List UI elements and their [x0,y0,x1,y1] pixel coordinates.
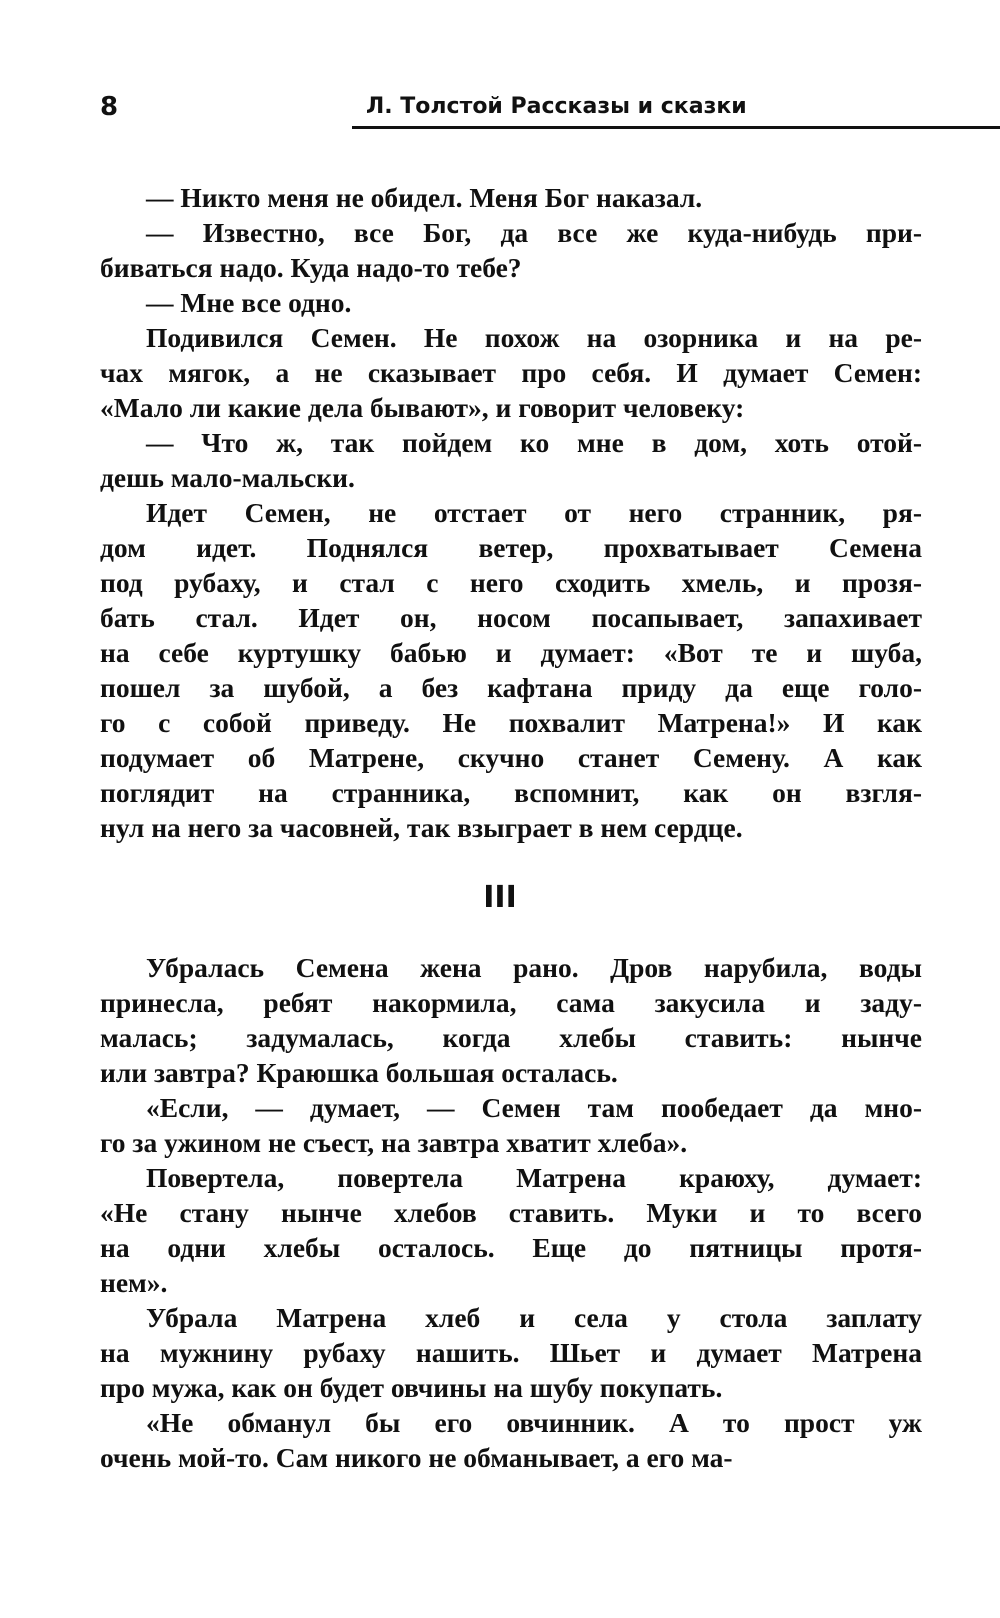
page-number: 8 [100,92,119,122]
text-line: Убралась Семена жена рано. Дров нарубила, воды [146,952,922,983]
paragraph [100,1300,922,1405]
paragraph [100,285,922,320]
text-line: Убрала Матрена хлеб и села у стола заплату [146,1302,922,1333]
text-line: «Если, — думает, — Семен там пообедает да мно- [146,1092,922,1123]
text-line: на одни хлебы осталось. Еще до пятницы протя- [100,1232,922,1263]
text-line: на мужнину рубаху нашить. Шьет и думает Матрена [100,1337,922,1368]
text-line: поглядит на странника, вспомнит, как он взгля- [100,777,922,808]
text-line: пошел за шубой, а без кафтана приду да еще голо- [100,672,922,703]
paragraph [100,1090,922,1160]
text-line: нул на него за часовней, так взыграет в нем сердце. [100,812,743,843]
text-line: подумает об Матрене, скучно станет Семену. А как [100,742,922,773]
text-line: «Не стану нынче хлебов ставить. Муки и то всего [100,1197,922,1228]
text-line: го с собой приведу. Не похвалит Матрена!» И как [100,707,922,738]
text-line: — Мне все одно. [146,287,352,318]
text-line: Подивился Семен. Не похож на озорника и на ре- [146,322,922,353]
paragraph [100,425,922,495]
header-rule [352,126,1000,129]
text-line: малась; задумалась, когда хлебы ставить: нынче [100,1022,922,1053]
paragraph [100,950,922,1090]
text-line: принесла, ребят накормила, сама закусила и заду- [100,987,922,1018]
text-line: дешь мало-мальски. [100,462,355,493]
text-line: Повертела, повертела Матрена краюху, думает: [146,1162,922,1193]
paragraph [100,495,922,845]
paragraph [100,215,922,285]
text-line: Идет Семен, не отстает от него странник, ря- [146,497,922,528]
text-line: или завтра? Краюшка большая осталась. [100,1057,618,1088]
text-line: «Не обманул бы его овчинник. А то прост уж [146,1407,922,1438]
text-line: про мужа, как он будет овчины на шубу покупать. [100,1372,723,1403]
text-line: — Никто меня не обидел. Меня Бог наказал. [146,182,703,213]
text-line: под рубаху, и стал с него сходить хмель, и прозя- [100,567,922,598]
text-line: нем». [100,1267,168,1298]
paragraph [100,320,922,425]
paragraph [100,1405,922,1475]
running-title: Л. Толстой Рассказы и сказки [366,94,747,119]
paragraph [100,180,922,215]
text-line: на себе куртушку бабью и думает: «Вот те и шуба, [100,637,922,668]
text-line: — Известно, все Бог, да все же куда-нибудь при- [146,217,922,248]
paragraph [100,1160,922,1300]
text-line: чах мягок, а не сказывает про себя. И думает Семен: [100,357,922,388]
text-line: очень мой-то. Сам никого не обманывает, а его ма- [100,1442,733,1473]
text-line: го за ужином не съест, на завтра хватит хлеба». [100,1127,688,1158]
chapter-heading: III [483,880,517,915]
text-line: дом идет. Поднялся ветер, прохватывает Семена [100,532,922,563]
text-line: — Что ж, так пойдем ко мне в дом, хоть отой- [146,427,922,458]
text-line: «Мало ли какие дела бывают», и говорит человеку: [100,392,745,423]
text-block-1 [100,180,922,845]
page-header [100,92,926,132]
text-line: биваться надо. Куда надо-то тебе? [100,252,522,283]
text-block-2 [100,950,922,1475]
text-line: бать стал. Идет он, носом посапывает, запахивает [100,602,922,633]
